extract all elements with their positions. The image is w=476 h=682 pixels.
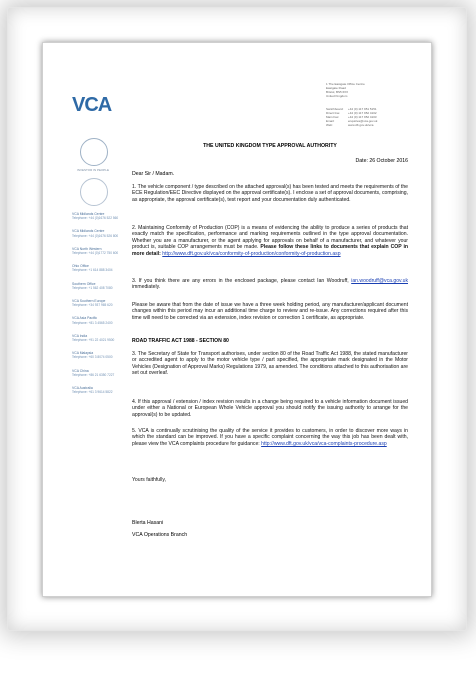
email-link[interactable]: ian.woodruff@vca.gov.uk (351, 278, 408, 284)
contact-key: Main Fax: (326, 115, 340, 119)
office-title: Southern Office (72, 281, 96, 286)
paragraph-5: 3. The Secretary of State for Transport authorises, under section 80 of the Road Traffic Act 1988, the stated manufacturer or accredited agent to apply to the motor vehicle type / part specified, the appropriate mark designated in the Motor Vehicles (Designation of Approval Marks) Regulations 1979, as amended. The conditions attached to this authorisation are set out overleaf. (132, 351, 408, 377)
office-title: VCA North Western (72, 246, 102, 251)
office-title: VCA India (72, 333, 88, 338)
address-line: United Kingdom (326, 94, 348, 98)
closing: Yours faithfully, (132, 477, 166, 483)
contact-key: Email: (326, 119, 335, 123)
office-title: VCA Malaysia (72, 351, 94, 356)
office-title: Ohio Office (72, 264, 89, 269)
paragraph-2 (132, 225, 408, 257)
office-text: Telephone: +1 562 408 7080 (72, 285, 113, 290)
office-block (72, 247, 124, 255)
contact-value: www.dft.gov.uk/vca (348, 123, 374, 127)
office-title: VCA Midlands Centre (72, 229, 105, 234)
cop-link[interactable]: http://www.dft.gov.uk/vca/conformity-of-production/conformity-of-production.asp (162, 250, 341, 257)
section-heading: ROAD TRAFFIC ACT 1988 - SECTION 80 (132, 338, 229, 344)
office-title: VCA Australia (72, 386, 93, 391)
logo-text: VCA (72, 94, 112, 116)
paragraph-1: 1. The vehicle component / type described on the attached approval(s) has been tested and meets the requirements of the ECE Regulation/EEC Directive displayed on the approval certificate(s). I enclose a set of approval documents, comprising, as appropriate, the approval certificate(s), test report and your documentation duly authenticated. (132, 184, 408, 203)
office-title: VCA Asia Pacific (72, 316, 98, 321)
paragraph-6: 4. If this approval / extension / index revision results in a change being required to a vehicle information document issued under either a National or European Whole Vehicle approval you should notify the issuing authority to arrange for the approval(s) to be updated. (132, 399, 408, 418)
paragraph-7 (132, 428, 408, 447)
contact-value: +44 (0) 117 951 5151 (348, 107, 377, 111)
contact-key: Switchboard: (326, 107, 344, 111)
investor-badge-icon (80, 138, 108, 166)
office-text: Telephone: +60 3 8074 0500 (72, 355, 113, 360)
paragraph-3 (132, 278, 408, 291)
address-line: Eastgate Road (326, 86, 346, 90)
vca-logo (72, 94, 132, 116)
office-text: Telephone: +86 21 6350 7227 (72, 372, 115, 377)
salutation: Dear Sir / Madam. (132, 171, 175, 177)
office-title: VCA Midlands Centre (72, 212, 105, 216)
office-block (72, 369, 124, 377)
office-text: Telephone: +44 (0)1772 750 600 (72, 251, 119, 256)
badge-caption: INVESTOR IN PEOPLE (77, 168, 109, 172)
address-block (326, 82, 404, 98)
paragraph-3-text: 3. If you think there are any errors in the enclosed package, please contact Ian Woodruff, (132, 278, 349, 284)
signatory-name: Blerta Hasani (132, 520, 164, 526)
letter-title: THE UNITED KINGDOM TYPE APPROVAL AUTHORITY (203, 143, 337, 149)
office-block (72, 212, 124, 220)
office-text: Telephone: +91 22 4021 9500 (72, 338, 115, 343)
office-text: Telephone: +61 3 9614 5822 (72, 390, 113, 395)
paragraph-3-end: immediately. (132, 284, 161, 291)
office-text: Telephone: +34 937 965 620 (72, 303, 113, 308)
address-line: Bristol, BS5 6XX (326, 90, 349, 94)
offices-sidebar (72, 212, 124, 682)
office-block (72, 334, 124, 342)
office-title: VCA Southern Europe (72, 299, 106, 304)
office-block (72, 351, 124, 359)
contact-block (326, 107, 410, 127)
accreditation-badge-icon (80, 178, 108, 206)
paragraph-2-bold: Please follow these links to documents that explain COP in more detail: (132, 244, 408, 257)
contact-value: enquiries@vca.gov.uk (348, 119, 378, 123)
contact-value: +44 (0) 117 952 4102 (348, 111, 377, 115)
contact-key: Direct line: (326, 111, 341, 115)
office-block (72, 264, 124, 272)
office-block (72, 316, 124, 324)
office-text: Telephone: +44 (0)1676 522 560 (72, 216, 119, 221)
office-block (72, 282, 124, 290)
complaints-link[interactable]: http://www.dft.gov.uk/vca/vca-complaints-procedure.asp (261, 440, 387, 447)
letter-date: Date: 26 October 2016 (355, 158, 408, 164)
office-block (72, 299, 124, 307)
office-block (72, 386, 124, 394)
address-line: 1 The Eastgate Office Centre (326, 82, 365, 86)
office-text: Telephone: +81 3 4565 2400 (72, 320, 113, 325)
office-text: Telephone: +1 614 888 3404 (72, 268, 113, 273)
paragraph-4: Please be aware that from the date of issue we have a three week holding period, any manufacturer/applicant document changes within this period may incur an additional time charge to review and re-issue. Any corrections required after this time will need to be corrected via an extension, index revision or correction 1 certificate, as appropriate. (132, 302, 408, 321)
office-text: Telephone: +44 (0)1676 526 800 (72, 233, 119, 238)
office-title: VCA China (72, 368, 89, 373)
contact-value: +44 (0) 117 952 4103 (348, 115, 377, 119)
paragraph-2-text: 2. Maintaining Conformity of Production (COP) is a means of evidencing the ability to produce a series of products that exactly match the specification, performance and marking requirements outlined in the type approval documentation. Whether you are a manufacturer, or the agent applying for approvals on behalf of a manufacturer, and whatever your product is, suitable COP arrangements must be made. (132, 225, 408, 251)
office-block (72, 229, 124, 237)
paragraph-7-text: 5. VCA is continually scrutinising the quality of the service it provides to customers, in order to discover more ways in which the standard can be improved. If you have a specific complaint concerning the way this job has been dealt with, please view the VCA complaints procedure for guidance: (132, 428, 408, 447)
contact-key: Web: (326, 123, 333, 127)
signatory-department: VCA Operations Branch (132, 532, 188, 538)
